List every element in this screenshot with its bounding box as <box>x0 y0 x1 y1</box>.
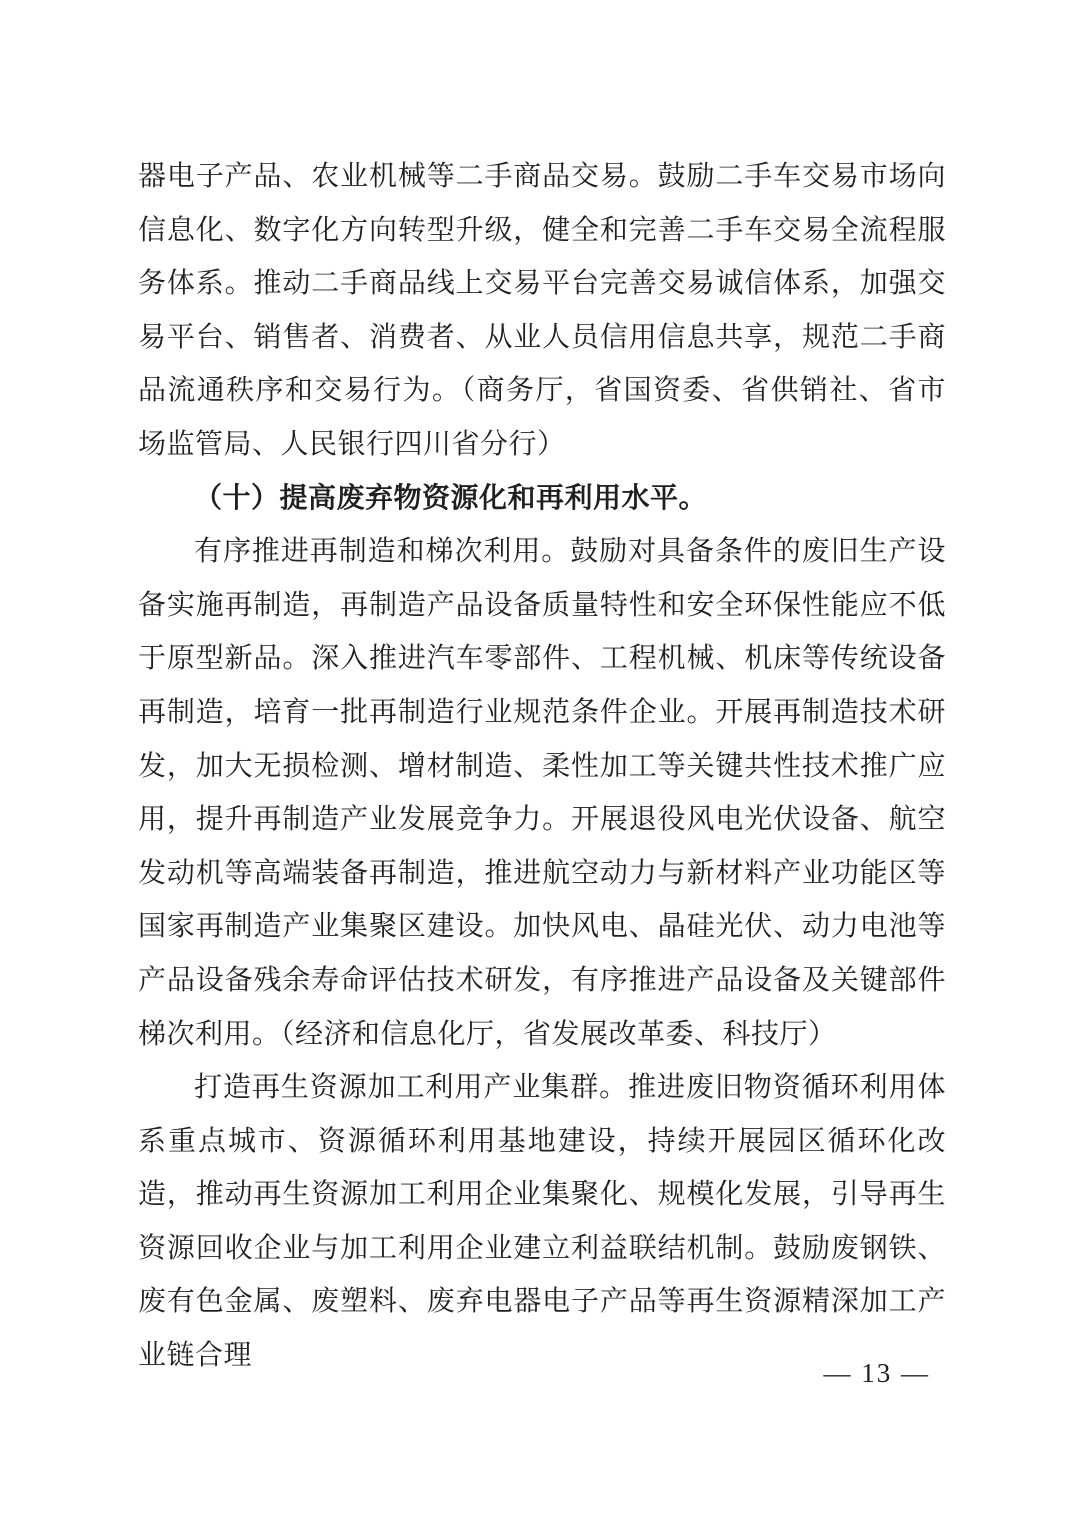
section-heading: （十）提高废弃物资源化和再利用水平。 <box>194 482 708 514</box>
page-number: — 13 — <box>823 1358 930 1388</box>
body-text-paragraph: 打造再生资源加工利用产业集群。推进废旧物资循环利用体系重点城市、资源循环利用基地建设，持续开展园区循环化改造，推动再生资源加工利用企业集聚化、规模化发展，引导再生资源回收企业与加工利用企业建立利益联结机制。鼓励废钢铁、废有色金属、废塑料、废弃电器电子产品等再生资源精深加工产业链合理 <box>138 1072 946 1372</box>
document-body <box>138 150 946 1383</box>
body-text-paragraph: 有序推进再制造和梯次利用。鼓励对具备条件的废旧生产设备实施再制造，再制造产品设备质量特性和安全环保性能应不低于原型新品。深入推进汽车零部件、工程机械、机床等传统设备再制造，培育一批再制造行业规范条件企业。开展再制造技术研发，加大无损检测、增材制造、柔性加工等关键共性技术推广应用，提升再制造产业发展竞争力。开展退役风电光伏设备、航空发动机等高端装备再制造，推进航空动力与新材料产业功能区等国家再制造产业集聚区建设。加快风电、晶硅光伏、动力电池等产品设备残余寿命评估技术研发，有序推进产品设备及关键部件梯次利用。（经济和信息化厅，省发展改革委、科技厅） <box>138 536 946 1050</box>
body-text-paragraph: 器电子产品、农业机械等二手商品交易。鼓励二手车交易市场向信息化、数字化方向转型升级，健全和完善二手车交易全流程服务体系。推动二手商品线上交易平台完善交易诚信体系，加强交易平台、销售者、消费者、从业人员信用信息共享，规范二手商品流通秩序和交易行为。（商务厅，省国资委、省供销社、省市场监管局、人民银行四川省分行） <box>138 161 946 460</box>
